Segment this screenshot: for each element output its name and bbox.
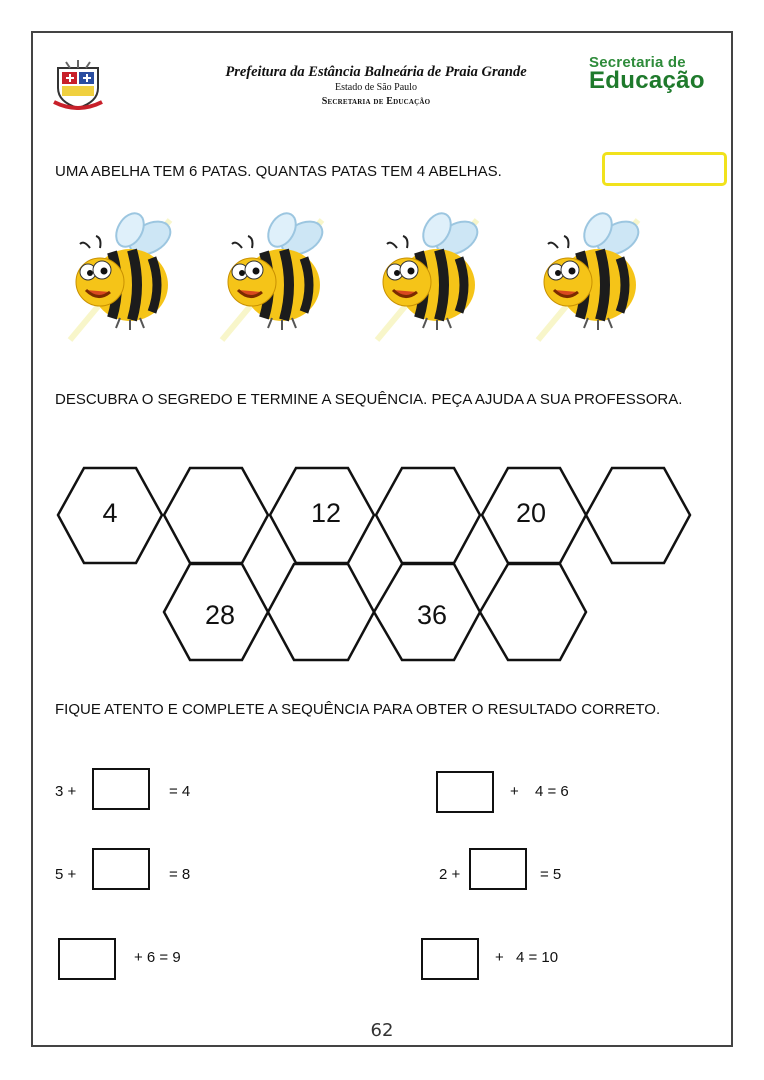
hexagon-cell[interactable] [268,564,374,660]
equation1-answer-box[interactable] [92,768,150,810]
hexagon-value: 28 [204,600,236,630]
hexagon-cell[interactable] [480,564,586,660]
equation1-left: 3 + [55,783,77,800]
equation4-left: 2 + [439,866,461,883]
header-state: Estado de São Paulo [335,82,417,93]
hexagon-cell[interactable] [376,468,480,563]
equation5-right: + 6 = 9 [134,949,181,966]
hexagon-value: 20 [515,498,547,528]
hexagon-cell[interactable] [164,468,268,563]
hexagon-value: 12 [310,498,342,528]
equation4-right: = 5 [540,866,562,883]
question2-text: DESCUBRA O SEGREDO E TERMINE A SEQUÊNCIA. PEÇA AJUDA A SUA PROFESSORA. [55,391,683,408]
equation6-left: + [495,949,504,966]
equation4-answer-box[interactable] [469,848,527,890]
hexagon-value: 36 [416,600,448,630]
equation3-right: = 8 [169,866,191,883]
question3-text: FIQUE ATENTO E COMPLETE A SEQUÊNCIA PARA OBTER O RESULTADO CORRETO. [55,701,661,718]
header-title: Prefeitura da Estância Balneária de Praia Grande [225,64,527,80]
page-number: 62 [370,1020,394,1041]
hexagon-cell[interactable] [586,468,690,563]
question1-text: UMA ABELHA TEM 6 PATAS. QUANTAS PATAS TEM 4 ABELHAS. [55,163,502,180]
hexagon-value: 4 [102,498,118,528]
equation2-right: 4 = 6 [535,783,569,800]
equation6-answer-box[interactable] [421,938,479,980]
header-secretariat: Secretaria de Educação [321,96,431,107]
equation6-right: 4 = 10 [516,949,559,966]
equation3-left: 5 + [55,866,77,883]
equation1-right: = 4 [169,783,191,800]
education-logo-line2: Educação [589,67,705,94]
equation2-left: + [510,783,519,800]
education-logo-line1: Secretaria de [589,54,686,71]
equation3-answer-box[interactable] [92,848,150,890]
equation5-answer-box[interactable] [58,938,116,980]
equation2-answer-box[interactable] [436,771,494,813]
